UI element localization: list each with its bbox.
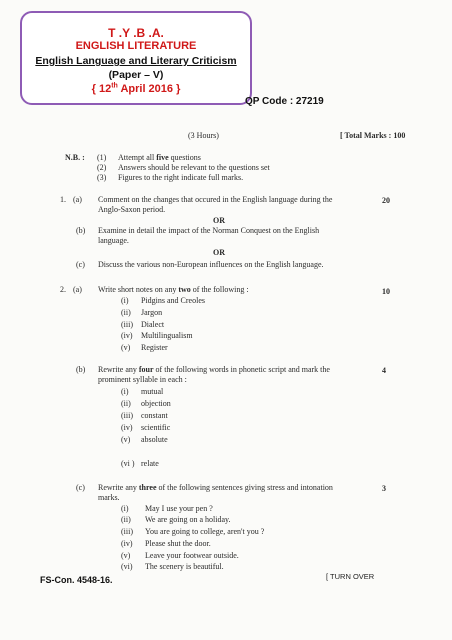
q2c-item-num: (vi) xyxy=(121,562,133,571)
duration: (3 Hours) xyxy=(188,131,219,140)
nb-label: N.B. : xyxy=(65,153,85,162)
nb-text-2: Answers should be relevant to the questions set xyxy=(118,163,270,172)
q2b-item-text: objection xyxy=(141,399,171,408)
q2c-item-text: The scenery is beautiful. xyxy=(145,562,224,571)
qp-code: QP Code : 27219 xyxy=(245,96,324,107)
q2c-item-num: (iii) xyxy=(121,527,133,536)
exam-code-footer: FS-Con. 4548-16. xyxy=(40,575,113,585)
q2c-text-line1: Rewrite any three of the following sentences giving stress and intonation xyxy=(98,483,333,492)
q2a-item-num: (iv) xyxy=(121,331,133,340)
q2b-text-line2: prominent syllable in each : xyxy=(98,375,187,384)
q1-or-2: OR xyxy=(213,248,225,257)
q2c-item-num: (v) xyxy=(121,551,131,560)
nb-num-2: (2) xyxy=(97,163,107,172)
q2a-item-num: (v) xyxy=(121,343,131,352)
paper-number: (Paper – V) xyxy=(108,69,164,81)
q2b-item-num: (v) xyxy=(121,435,131,444)
q1-number: 1. xyxy=(60,195,66,204)
q1b-text-line2: language. xyxy=(98,236,129,245)
q2c-item-text: You are going to college, aren't you ? xyxy=(145,527,265,536)
q1-marks: 20 xyxy=(382,196,390,205)
q2a-item-text: Multilingualism xyxy=(141,331,193,340)
turn-over-label: [ TURN OVER xyxy=(326,572,375,581)
q1-or-1: OR xyxy=(213,216,225,225)
q1c-text-line1: Discuss the various non-European influences on the English language. xyxy=(98,260,324,269)
q2b-item-text: constant xyxy=(141,411,168,420)
q2a-label: (a) xyxy=(73,285,82,294)
q2b-item-num: (ii) xyxy=(121,399,131,408)
q2a-item-num: (iii) xyxy=(121,320,133,329)
exam-header-box xyxy=(20,11,252,105)
q1a-text-line2: Anglo-Saxon period. xyxy=(98,205,166,214)
q2b-item-text: scientific xyxy=(141,423,171,432)
q2c-text-line2: marks. xyxy=(98,493,120,502)
q1b-text-line1: Examine in detail the impact of the Norman Conquest on the English xyxy=(98,226,320,235)
q2c-item-text: Leave your footwear outside. xyxy=(145,551,239,560)
q2a-marks: 10 xyxy=(382,287,390,296)
q2b-item-text: mutual xyxy=(141,387,164,396)
q2b-item-text: absolute xyxy=(141,435,168,444)
q2c-item-num: (i) xyxy=(121,504,129,513)
q2b-marks: 4 xyxy=(382,366,386,375)
q1b-label: (b) xyxy=(76,226,86,235)
q1a-label: (a) xyxy=(73,195,82,204)
paper-title: English Language and Literary Criticism xyxy=(35,55,237,67)
q1c-label: (c) xyxy=(76,260,85,269)
total-marks: [ Total Marks : 100 xyxy=(340,131,406,140)
q2b-item-text: relate xyxy=(141,459,159,468)
exam-date: { 12th April 2016 } xyxy=(91,82,181,95)
q2b-item-num: (vi ) xyxy=(121,459,135,468)
q2b-item-num: (iii) xyxy=(121,411,133,420)
q2c-item-text: We are going on a holiday. xyxy=(145,515,231,524)
nb-num-3: (3) xyxy=(97,173,107,182)
q2a-item-num: (i) xyxy=(121,296,129,305)
q2a-text: Write short notes on any two of the following : xyxy=(98,285,249,294)
q2a-item-text: Dialect xyxy=(141,320,165,329)
q2a-item-text: Register xyxy=(141,343,168,352)
q2c-item-num: (ii) xyxy=(121,515,131,524)
subject-title: ENGLISH LITERATURE xyxy=(75,40,197,52)
q2c-item-num: (iv) xyxy=(121,539,133,548)
q2b-item-num: (iv) xyxy=(121,423,133,432)
q2a-item-num: (ii) xyxy=(121,308,131,317)
q2-number: 2. xyxy=(60,285,66,294)
q1a-text-line1: Comment on the changes that occured in the English language during the xyxy=(98,195,333,204)
q2c-label: (c) xyxy=(76,483,85,492)
q2a-item-text: Jargon xyxy=(141,308,163,317)
nb-text-3: Figures to the right indicate full marks. xyxy=(118,173,244,182)
q2b-label: (b) xyxy=(76,365,86,374)
q2c-marks: 3 xyxy=(382,484,386,493)
q2b-item-num: (i) xyxy=(121,387,129,396)
nb-num-1: (1) xyxy=(97,153,107,162)
q2b-text-line1: Rewrite any four of the following words in phonetic script and mark the xyxy=(98,365,330,374)
q2c-item-text: May I use your pen ? xyxy=(145,504,213,513)
q2c-item-text: Please shut the door. xyxy=(145,539,211,548)
course-title: T .Y .B .A. xyxy=(108,26,164,40)
q2a-item-text: Pidgins and Creoles xyxy=(141,296,205,305)
nb-text-1: Attempt all five questions xyxy=(118,153,201,162)
